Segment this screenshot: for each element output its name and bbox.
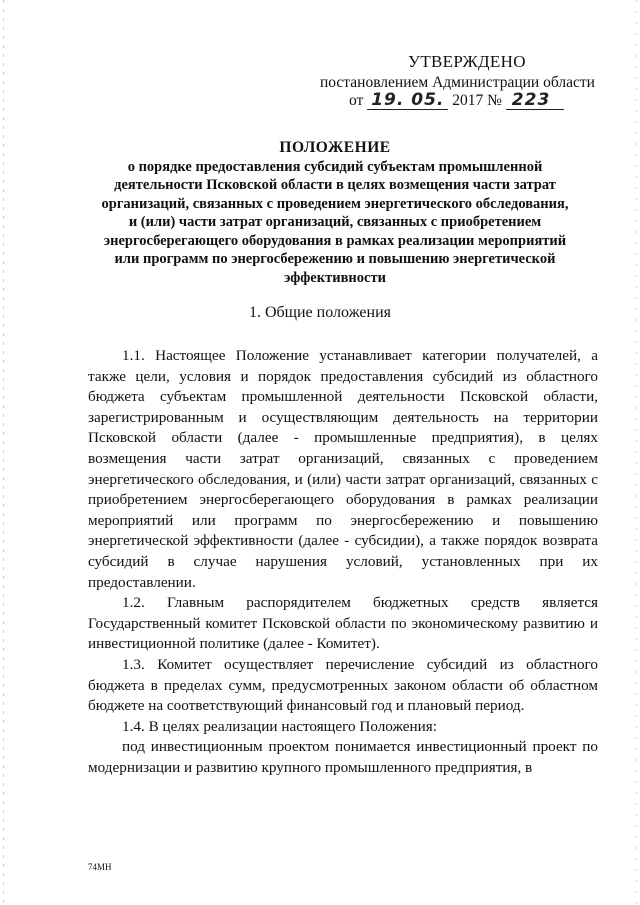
scan-edge-left <box>3 0 4 905</box>
heading-line: эффективности <box>284 269 386 286</box>
paragraph-1-4: 1.4. В целях реализации настоящего Положения: <box>122 717 438 735</box>
paragraph-1-2: 1.2. Главным распорядителем бюджетных средств является Государственный комитет Псковской области по экономическому развитию и инвестиционной политике (далее - Комитет). <box>88 594 598 653</box>
heading-line: энергосберегающего оборудования в рамках реализации мероприятий <box>103 232 567 249</box>
document-title: ПОЛОЖЕНИЕ <box>279 139 391 156</box>
document-body <box>88 346 598 778</box>
scan-edge-right <box>636 0 637 905</box>
approval-date: 19. 05. <box>367 92 448 110</box>
document-heading <box>90 139 580 287</box>
approval-prefix: от <box>349 92 364 109</box>
heading-line: о порядке предоставления субсидий субъектам промышленной <box>127 158 543 175</box>
heading-line: организаций, связанных с проведением энергетического обследования, <box>101 195 569 212</box>
approval-date-line <box>349 92 564 110</box>
paragraph-1-3: 1.3. Комитет осуществляет перечисление субсидий из областного бюджета в пределах сумм, предусмотренных законом области об областном бюджете на соответствующий финансовый год и плановый период. <box>88 655 598 715</box>
section-title: 1. Общие положения <box>248 304 392 321</box>
heading-line: и (или) части затрат организаций, связанных с приобретением <box>128 214 542 230</box>
paragraph-1-1: 1.1. Настоящее Положение устанавливает категории получателей, а также цели, условия и порядок предоставления субсидий из областного бюджета субъектам промышленной деятельности Псковской области, зарегистрированным и осуществляющим деятельность на территории Псковской области (далее - промышленные предприятия), в целях возмещения части затрат организаций, связанных с проведением энергетического обследования, и (или) части затрат организаций, связанных с приобретением энергосберегающего оборудования в рамках реализации мероприятий или программ по энергосбережению и повышению энергетической эффективности (далее - субсидии), а также порядок возврата субсидий в случае нарушения условий, установленных при их предоставлении. <box>88 347 598 591</box>
footer-code: 74МН <box>88 862 112 872</box>
paragraph-investment-project: под инвестиционным проектом понимается инвестиционный проект по модернизации и развитию крупного промышленного предприятия, в <box>88 738 598 776</box>
heading-line: деятельности Псковской области в целях возмещения части затрат <box>114 177 556 193</box>
approval-authority: постановлением Администрации области <box>320 74 595 91</box>
approval-number: 223 <box>506 92 565 110</box>
approval-year: 2017 № <box>452 92 502 109</box>
heading-line: или программ по энергосбережению и повышению энергетической <box>114 251 556 267</box>
approval-title: УТВЕРЖДЕНО <box>408 52 526 71</box>
